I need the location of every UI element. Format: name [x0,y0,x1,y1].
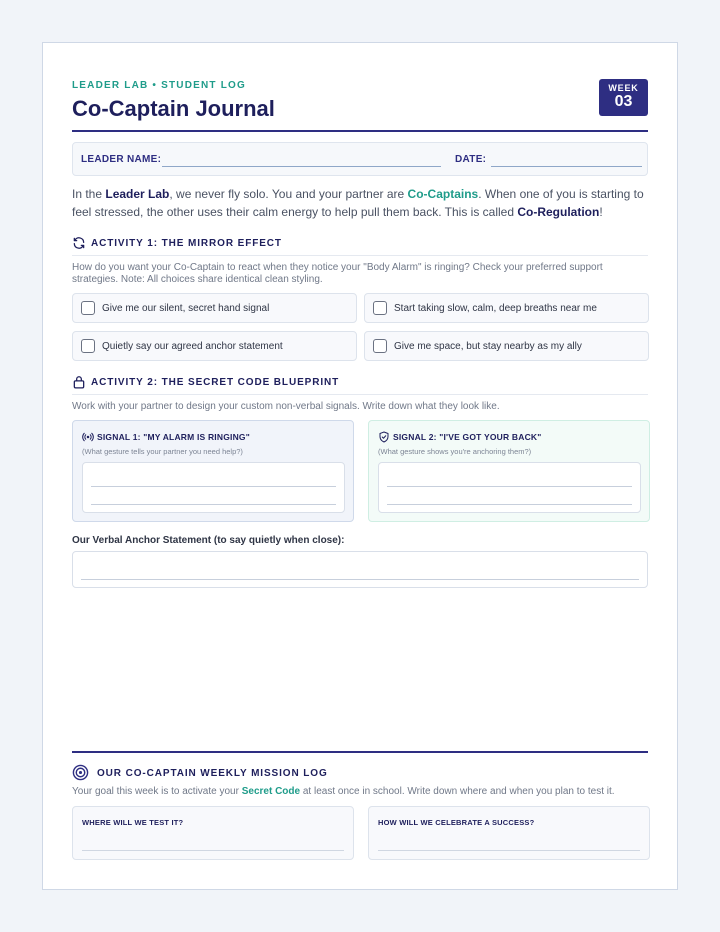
week-label: WEEK [608,83,639,93]
intro-co-regulation: Co-Regulation [517,204,600,219]
mission-where-card[interactable] [72,806,354,860]
answer-line [81,579,639,580]
answer-line [91,504,336,505]
mission-celebrate-label: HOW WILL WE CELEBRATE A SUCCESS? [378,818,535,827]
page-content [72,43,648,889]
intro-text: , we never fly solo. You and your partner are [169,187,408,201]
mission-divider [72,751,648,753]
week-number: 03 [614,93,633,110]
checkbox[interactable] [81,339,95,353]
mission-description [72,786,648,797]
mission-celebrate-card[interactable] [368,806,650,860]
choice-label: Start taking slow, calm, deep breaths near me [394,303,597,314]
signal2-title: SIGNAL 2: "I'VE GOT YOUR BACK" [393,432,542,442]
signal2-answer-box[interactable] [378,462,641,513]
choice-label: Give me our silent, secret hand signal [102,303,270,314]
checkbox[interactable] [373,339,387,353]
eyebrow-label: LEADER LAB • STUDENT LOG [72,80,246,91]
lock-icon [72,375,86,389]
activity2-header [72,375,648,395]
intro-leader-lab: Leader Lab [105,187,170,201]
refresh-icon [72,236,86,250]
intro-text: ! [599,204,603,219]
date-field[interactable] [491,166,642,167]
signal1-card [72,420,354,522]
intro-co-captains: Co-Captains [407,187,479,201]
anchor-statement-field[interactable] [72,551,648,588]
checkbox[interactable] [81,301,95,315]
choice-deep-breaths[interactable] [364,293,649,323]
mission-text: Your goal this week is to activate your [72,786,242,797]
signal1-answer-box[interactable] [82,462,345,513]
name-date-bar [72,142,648,176]
answer-line [82,850,344,851]
mission-secret-code: Secret Code [241,786,301,797]
mission-title: OUR CO-CAPTAIN WEEKLY MISSION LOG [97,768,328,779]
leader-name-label: LEADER NAME: [81,154,162,165]
broadcast-icon [82,431,94,443]
answer-line [387,504,632,505]
page-title: Co-Captain Journal [72,96,275,121]
activity2-title: ACTIVITY 2: THE SECRET CODE BLUEPRINT [91,377,340,388]
mission-text: at least once in school. Write down where and when you plan to test it. [300,786,615,797]
activity1-description: How do you want your Co-Captain to react when they notice your "Body Alarm" is ringing? Check your preferred support strategies. Note: All choices share identical clean styling. [72,262,603,285]
answer-line [378,850,640,851]
mission-header [72,764,648,784]
activity1-header [72,236,648,256]
answer-line [91,486,336,487]
choice-label: Quietly say our agreed anchor statement [102,341,283,352]
header-divider [72,130,648,132]
mission-where-label: WHERE WILL WE TEST IT? [82,818,184,827]
checkbox[interactable] [373,301,387,315]
intro-paragraph [72,186,648,221]
intro-text: . When one of you is starting to feel stressed, the other uses their calm energy to help pull them back. This is called [72,187,644,219]
signal1-subtitle: (What gesture tells your partner you need help?) [82,447,243,456]
intro-text: In the [72,187,106,201]
target-icon [72,764,89,781]
leader-name-field[interactable] [162,166,441,167]
signal2-subtitle: (What gesture shows you're anchoring them?) [378,447,532,456]
activity1-title: ACTIVITY 1: THE MIRROR EFFECT [91,238,282,249]
anchor-statement-label: Our Verbal Anchor Statement (to say quietly when close): [72,535,345,546]
choice-space-nearby[interactable] [364,331,649,361]
activity2-description: Work with your partner to design your custom non-verbal signals. Write down what they look like. [72,401,500,412]
answer-line [387,486,632,487]
choice-hand-signal[interactable] [72,293,357,323]
week-badge [599,79,648,116]
choice-anchor-statement[interactable] [72,331,357,361]
date-label: DATE: [455,154,487,165]
shield-check-icon [378,431,390,443]
signal1-title: SIGNAL 1: "MY ALARM IS RINGING" [97,432,250,442]
choice-label: Give me space, but stay nearby as my ally [394,341,582,352]
signal2-card [368,420,650,522]
journal-page [42,42,678,890]
